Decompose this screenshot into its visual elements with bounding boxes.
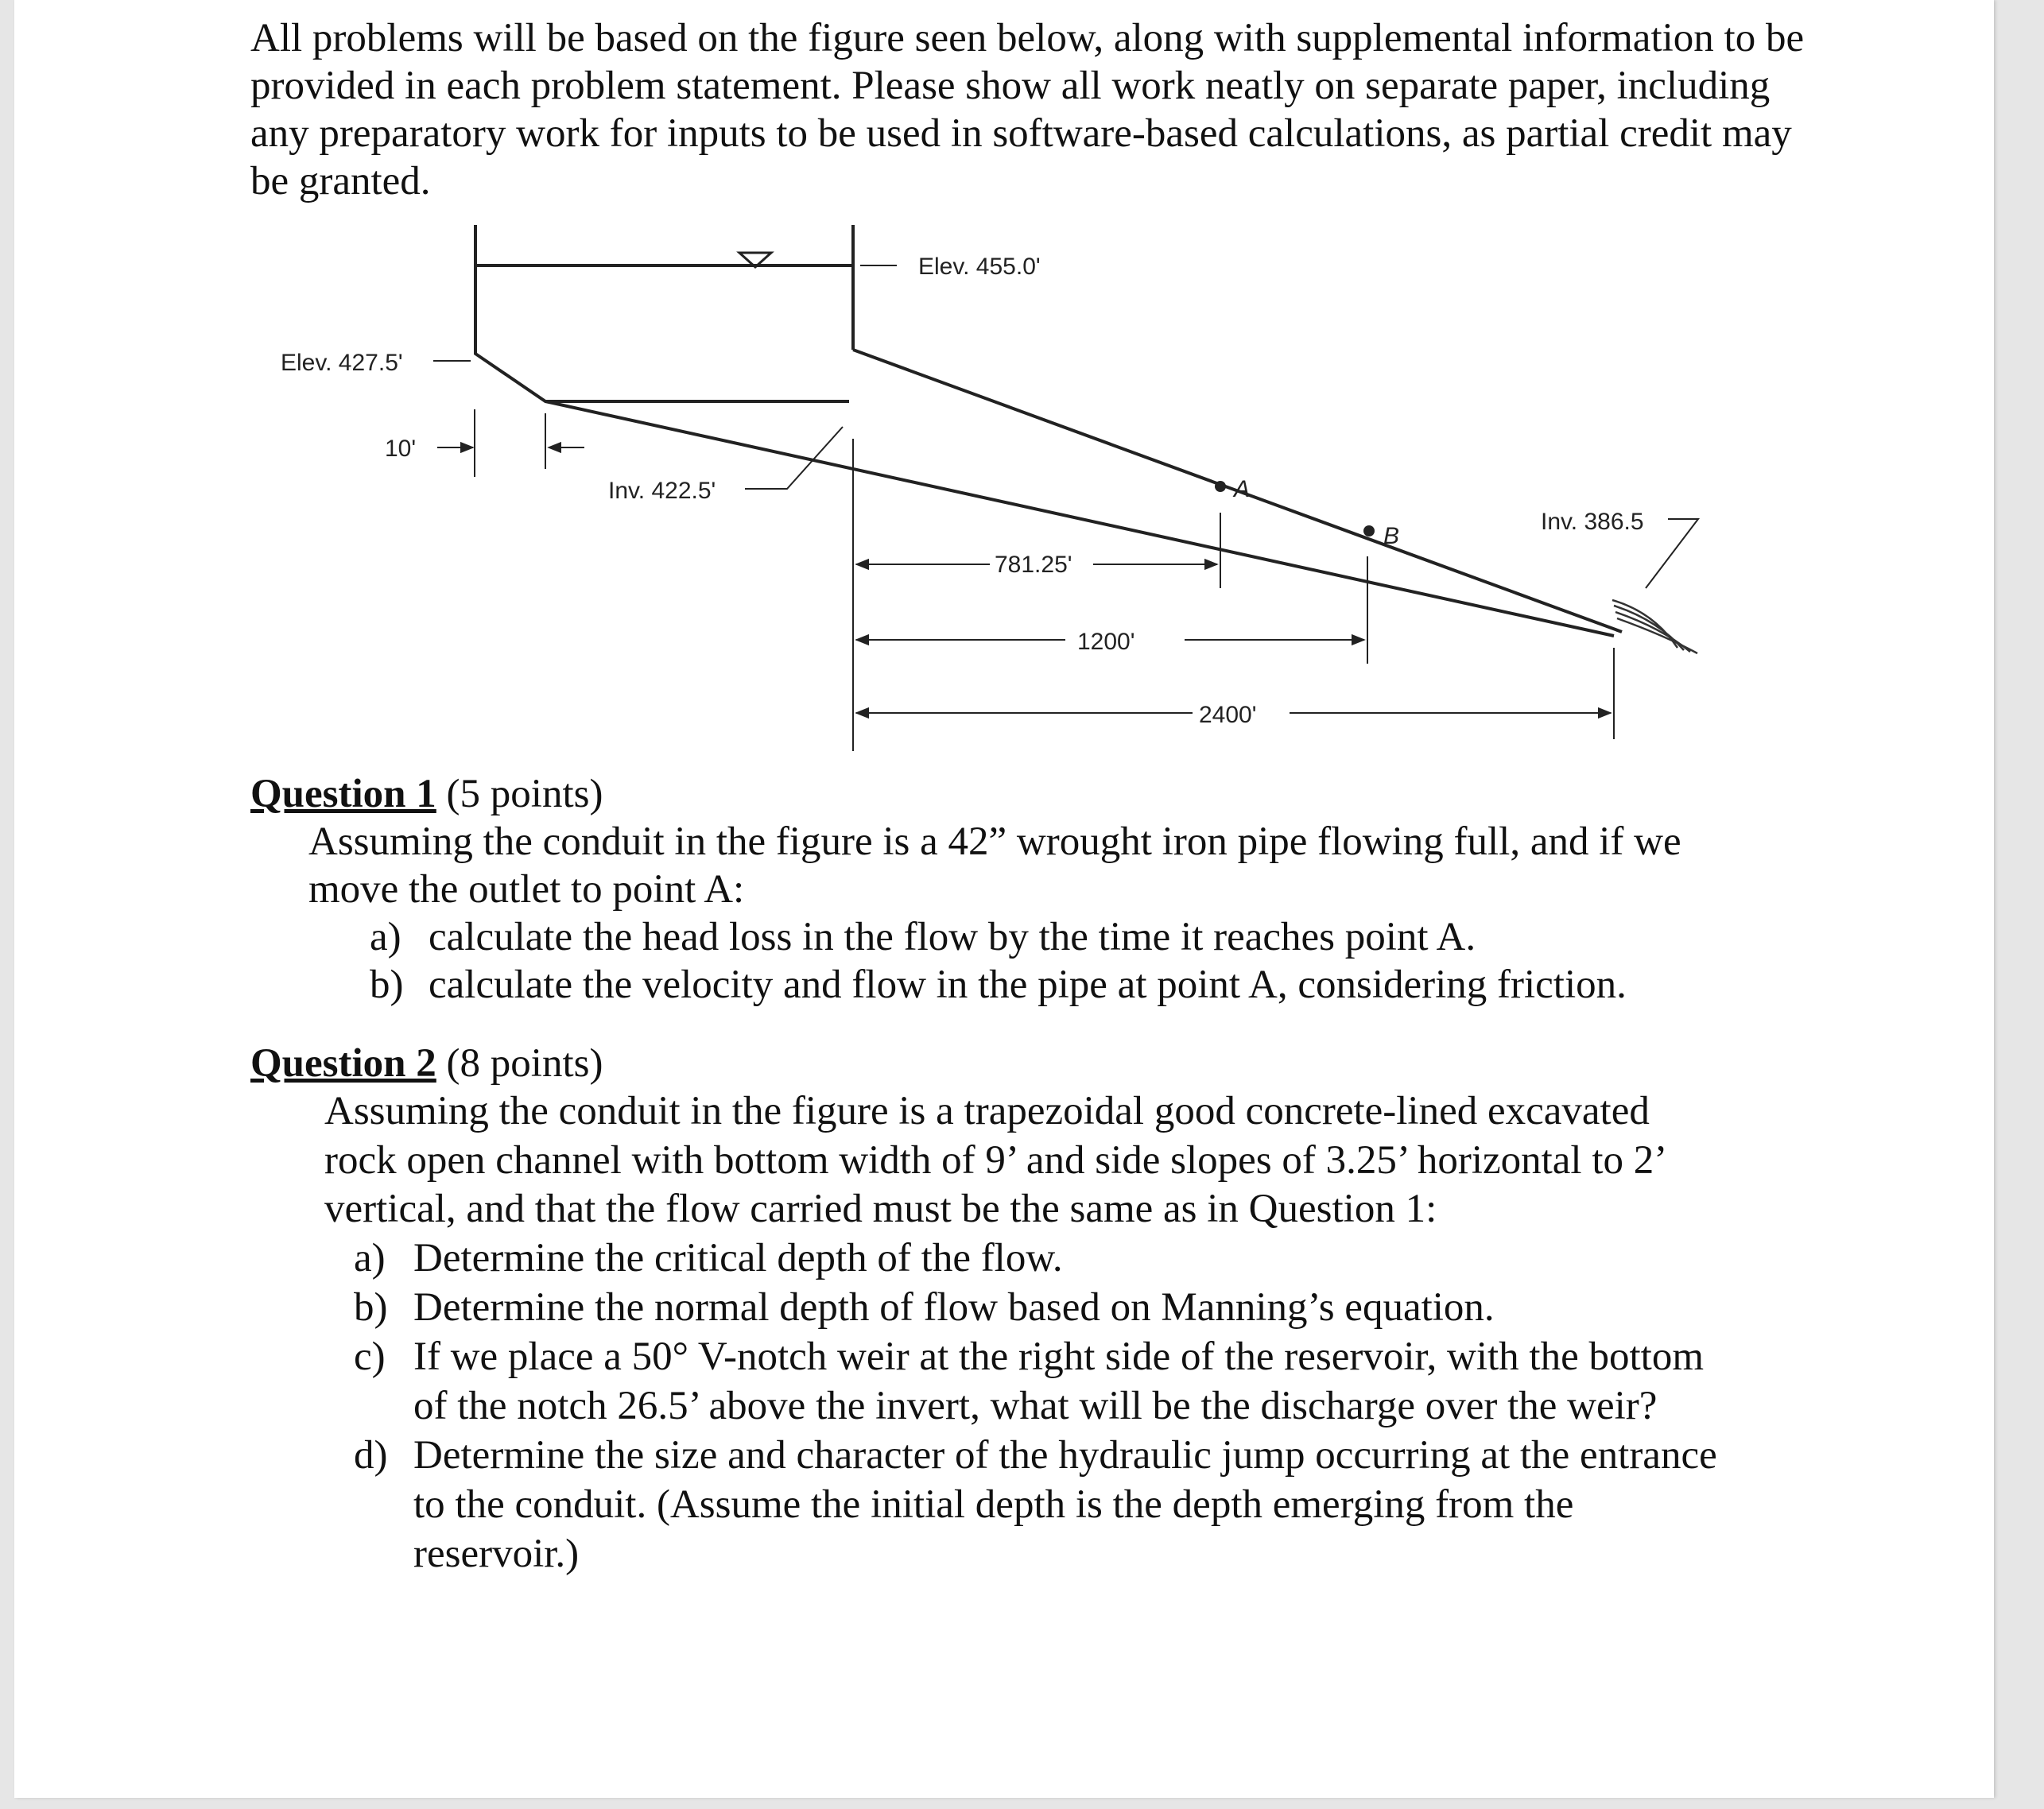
reservoir-left-wall <box>475 225 849 401</box>
pipe-bottom-line <box>545 401 1614 636</box>
intro-paragraph: All problems will be based on the figure seen below, along with supplemental information to be provided in each problem statement. Please show all work neatly on separate paper, including any preparatory work for inputs to be used in software-based calculations, as partial credit may be granted. <box>250 16 1805 203</box>
q2-heading <box>250 1040 603 1088</box>
q2-points: (8 points) <box>436 1041 603 1086</box>
q2-title: Question 2 <box>250 1041 436 1086</box>
q1-body-line1: Assuming the conduit in the figure is a 42” wrought iron pipe flowing full, and if we <box>308 819 1681 864</box>
q2-body-line1: Assuming the conduit in the figure is a trapezoidal good concrete-lined excavated <box>324 1089 1650 1133</box>
dim-2400-label: 2400' <box>1199 702 1257 728</box>
point-b-dot <box>1363 525 1375 537</box>
point-b-label: B <box>1383 523 1400 549</box>
elev-427-label: Elev. 427.5' <box>281 350 403 376</box>
outlet-discharge-lines <box>1612 600 1697 653</box>
inv-386-label: Inv. 386.5 <box>1541 509 1644 535</box>
q1-heading <box>250 770 603 819</box>
inv-422-label: Inv. 422.5' <box>608 478 716 504</box>
q1-points: (5 points) <box>436 772 603 816</box>
point-a-dot <box>1215 481 1226 492</box>
dim-781-label: 781.25' <box>995 552 1072 578</box>
q2-body-line2: rock open channel with bottom width of 9’ and side slopes of 3.25’ horizontal to 2’ <box>324 1138 1668 1183</box>
elev-455-label: Elev. 455.0' <box>918 254 1041 280</box>
dim-1200-label: 1200' <box>1077 629 1135 655</box>
q2-body-line3: vertical, and that the flow carried must be the same as in Question 1: <box>324 1187 1437 1231</box>
ten-foot-label: 10' <box>385 436 417 462</box>
q1-body-line2: move the outlet to point A: <box>308 867 745 912</box>
q1-title: Question 1 <box>250 772 436 816</box>
point-a-label: A <box>1234 476 1251 502</box>
